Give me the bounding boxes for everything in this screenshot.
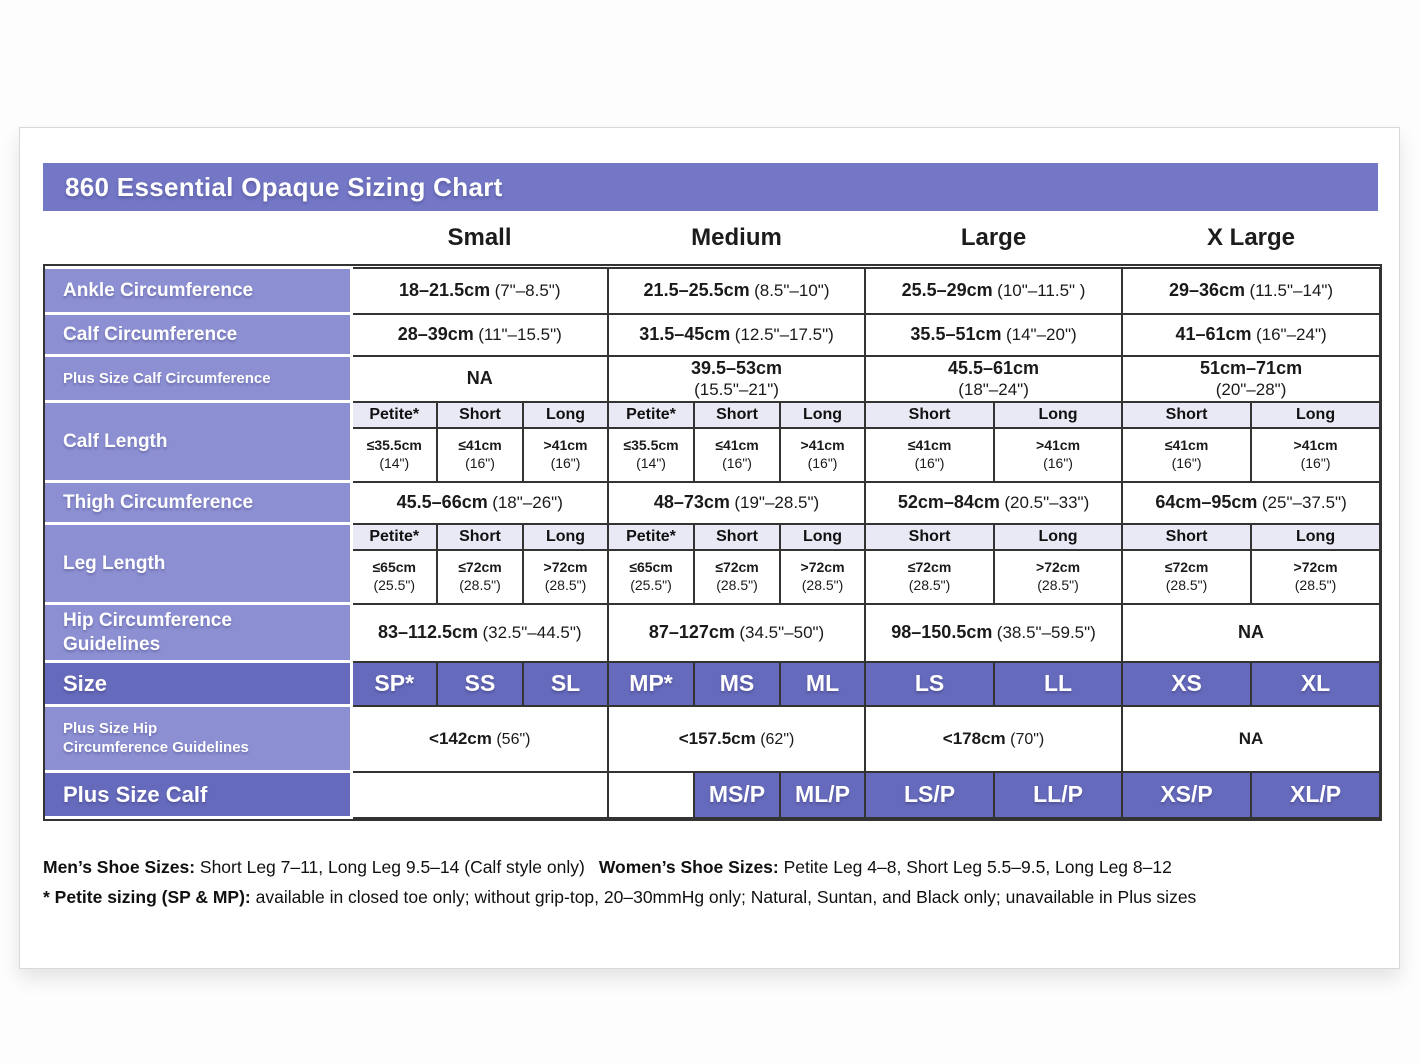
subheader-leg-length-small-petite: Petite* xyxy=(351,524,437,550)
subheader-leg-length-medium-long: Long xyxy=(780,524,865,550)
cell-leg-length-small-short: ≤72cm (28.5") xyxy=(437,550,523,604)
footnote-shoe-sizes: Men’s Shoe Sizes: Short Leg 7–11, Long Leg 9.5–14 (Calf style only) Women’s Shoe Sizes: Petite Leg 4–8, Short Leg 5.5–9.5, Long Leg 8–12 xyxy=(43,857,1172,877)
cell-size-ml: ML xyxy=(780,662,865,706)
cell-calf-length-xlarge-short: ≤41cm (16") xyxy=(1122,428,1251,482)
row-label-calf-circumference: Calf Circumference xyxy=(45,314,351,356)
cell-plus-calf-xlarge: 51cm–71cm (20"–28") xyxy=(1122,356,1380,402)
subheader-calf-length-xlarge-long: Long xyxy=(1251,402,1380,428)
cell-leg-length-large-short: ≤72cm (28.5") xyxy=(865,550,994,604)
cell-size-xl: XL xyxy=(1251,662,1380,706)
cell-calf-length-small-long: >41cm (16") xyxy=(523,428,608,482)
cell-calf-length-medium-long: >41cm (16") xyxy=(780,428,865,482)
footnote-petite-label: * Petite sizing (SP & MP): xyxy=(43,887,251,907)
cell-ankle-small: 18–21.5cm (7"–8.5") xyxy=(351,268,608,314)
subheader-leg-length-large-short: Short xyxy=(865,524,994,550)
subheader-calf-length-small-petite: Petite* xyxy=(351,402,437,428)
cell-leg-length-xlarge-short: ≤72cm (28.5") xyxy=(1122,550,1251,604)
column-header-xlarge: X Large xyxy=(1206,223,1296,251)
cell-calf-small: 28–39cm (11"–15.5") xyxy=(351,314,608,356)
cell-plus-size-calf-msp: MS/P xyxy=(694,772,780,818)
cell-calf-length-small-short: ≤41cm (16") xyxy=(437,428,523,482)
table-row xyxy=(45,524,1380,550)
subheader-leg-length-xlarge-long: Long xyxy=(1251,524,1380,550)
row-label-hip-circumference-guidelines: Hip Circumference Guidelines xyxy=(45,604,351,662)
cell-size-sp: SP* xyxy=(351,662,437,706)
row-label-ankle-circumference: Ankle Circumference xyxy=(45,268,351,314)
cell-calf-xlarge: 41–61cm (16"–24") xyxy=(1122,314,1380,356)
cell-size-xs: XS xyxy=(1122,662,1251,706)
subheader-leg-length-small-long: Long xyxy=(523,524,608,550)
subheader-calf-length-small-short: Short xyxy=(437,402,523,428)
footnote-mens-label: Men’s Shoe Sizes: xyxy=(43,857,196,877)
row-label-plus-size-calf-circumference: Plus Size Calf Circumference xyxy=(45,356,351,402)
cell-leg-length-small-petite: ≤65cm (25.5") xyxy=(351,550,437,604)
cell-plus-hip-large: <178cm (70") xyxy=(865,706,1122,772)
cell-plus-size-calf-lsp: LS/P xyxy=(865,772,994,818)
cell-calf-length-medium-short: ≤41cm (16") xyxy=(694,428,780,482)
footnote-petite-sizing: * Petite sizing (SP & MP): available in closed toe only; without grip-top, 20–30mmHg only; Natural, Suntan, and Black only; unavailable in Plus sizes xyxy=(43,887,1197,907)
cell-size-mp: MP* xyxy=(608,662,694,706)
column-header-medium: Medium xyxy=(691,223,782,251)
row-label-plus-size-calf: Plus Size Calf xyxy=(45,772,351,818)
table-row xyxy=(45,356,1380,402)
size-column-headers xyxy=(45,211,1380,264)
cell-calf-length-small-petite: ≤35.5cm (14") xyxy=(351,428,437,482)
cell-plus-size-calf-llp: LL/P xyxy=(994,772,1122,818)
cell-plus-hip-xlarge: NA xyxy=(1122,706,1380,772)
cell-hip-large: 98–150.5cm (38.5"–59.5") xyxy=(865,604,1122,662)
cell-leg-length-medium-long: >72cm (28.5") xyxy=(780,550,865,604)
cell-calf-length-large-long: >41cm (16") xyxy=(994,428,1122,482)
subheader-calf-length-medium-short: Short xyxy=(694,402,780,428)
header-spacer xyxy=(45,211,351,264)
cell-thigh-large: 52cm–84cm (20.5"–33") xyxy=(865,482,1122,524)
cell-calf-length-medium-petite: ≤35.5cm (14") xyxy=(608,428,694,482)
sizing-table xyxy=(43,264,1382,821)
table-row xyxy=(45,268,1380,314)
column-header-small: Small xyxy=(447,223,512,251)
footnote-womens-label: Women’s Shoe Sizes: xyxy=(598,857,779,877)
cell-plus-size-calf-mlp: ML/P xyxy=(780,772,865,818)
cell-size-ms: MS xyxy=(694,662,780,706)
row-label-leg-length: Leg Length xyxy=(45,524,351,604)
subheader-leg-length-large-long: Long xyxy=(994,524,1122,550)
footnotes xyxy=(43,852,1383,912)
cell-hip-small: 83–112.5cm (32.5"–44.5") xyxy=(351,604,608,662)
cell-size-ll: LL xyxy=(994,662,1122,706)
cell-plus-size-calf-xlp: XL/P xyxy=(1251,772,1380,818)
subheader-calf-length-large-short: Short xyxy=(865,402,994,428)
cell-calf-large: 35.5–51cm (14"–20") xyxy=(865,314,1122,356)
cell-ankle-medium: 21.5–25.5cm (8.5"–10") xyxy=(608,268,865,314)
cell-leg-length-xlarge-long: >72cm (28.5") xyxy=(1251,550,1380,604)
cell-plus-size-calf-medium-petite-empty xyxy=(608,772,694,818)
cell-plus-hip-medium: <157.5cm (62") xyxy=(608,706,865,772)
cell-plus-calf-small: NA xyxy=(351,356,608,402)
subheader-calf-length-xlarge-short: Short xyxy=(1122,402,1251,428)
subheader-leg-length-medium-short: Short xyxy=(694,524,780,550)
cell-plus-size-calf-xsp: XS/P xyxy=(1122,772,1251,818)
subheader-calf-length-medium-long: Long xyxy=(780,402,865,428)
cell-plus-calf-large: 45.5–61cm (18"–24") xyxy=(865,356,1122,402)
row-label-size: Size xyxy=(45,662,351,706)
cell-thigh-xlarge: 64cm–95cm (25"–37.5") xyxy=(1122,482,1380,524)
table-row xyxy=(45,772,1380,818)
cell-size-sl: SL xyxy=(523,662,608,706)
subheader-calf-length-large-long: Long xyxy=(994,402,1122,428)
table-row xyxy=(45,706,1380,772)
cell-leg-length-medium-petite: ≤65cm (25.5") xyxy=(608,550,694,604)
chart-title-banner xyxy=(43,163,1378,211)
cell-thigh-medium: 48–73cm (19"–28.5") xyxy=(608,482,865,524)
cell-plus-calf-medium: 39.5–53cm (15.5"–21") xyxy=(608,356,865,402)
subheader-leg-length-xlarge-short: Short xyxy=(1122,524,1251,550)
table-row xyxy=(45,402,1380,428)
cell-leg-length-large-long: >72cm (28.5") xyxy=(994,550,1122,604)
cell-calf-medium: 31.5–45cm (12.5"–17.5") xyxy=(608,314,865,356)
table-row xyxy=(45,662,1380,706)
row-label-thigh-circumference: Thigh Circumference xyxy=(45,482,351,524)
table-row xyxy=(45,604,1380,662)
cell-size-ls: LS xyxy=(865,662,994,706)
table-row xyxy=(45,314,1380,356)
cell-ankle-xlarge: 29–36cm (11.5"–14") xyxy=(1122,268,1380,314)
sizing-chart-card xyxy=(19,127,1400,969)
cell-hip-xlarge: NA xyxy=(1122,604,1380,662)
cell-leg-length-medium-short: ≤72cm (28.5") xyxy=(694,550,780,604)
subheader-calf-length-medium-petite: Petite* xyxy=(608,402,694,428)
column-header-large: Large xyxy=(960,223,1027,251)
cell-ankle-large: 25.5–29cm (10"–11.5" ) xyxy=(865,268,1122,314)
cell-plus-hip-small: <142cm (56") xyxy=(351,706,608,772)
chart-title: 860 Essential Opaque Sizing Chart xyxy=(65,171,503,202)
cell-thigh-small: 45.5–66cm (18"–26") xyxy=(351,482,608,524)
table-row xyxy=(45,482,1380,524)
cell-calf-length-xlarge-long: >41cm (16") xyxy=(1251,428,1380,482)
subheader-calf-length-small-long: Long xyxy=(523,402,608,428)
cell-size-ss: SS xyxy=(437,662,523,706)
cell-calf-length-large-short: ≤41cm (16") xyxy=(865,428,994,482)
cell-hip-medium: 87–127cm (34.5"–50") xyxy=(608,604,865,662)
cell-leg-length-small-long: >72cm (28.5") xyxy=(523,550,608,604)
subheader-leg-length-small-short: Short xyxy=(437,524,523,550)
subheader-leg-length-medium-petite: Petite* xyxy=(608,524,694,550)
row-label-calf-length: Calf Length xyxy=(45,402,351,482)
cell-plus-size-calf-small-empty xyxy=(351,772,608,818)
row-label-plus-size-hip-circumference-guidelines: Plus Size Hip Circumference Guidelines xyxy=(45,706,351,772)
